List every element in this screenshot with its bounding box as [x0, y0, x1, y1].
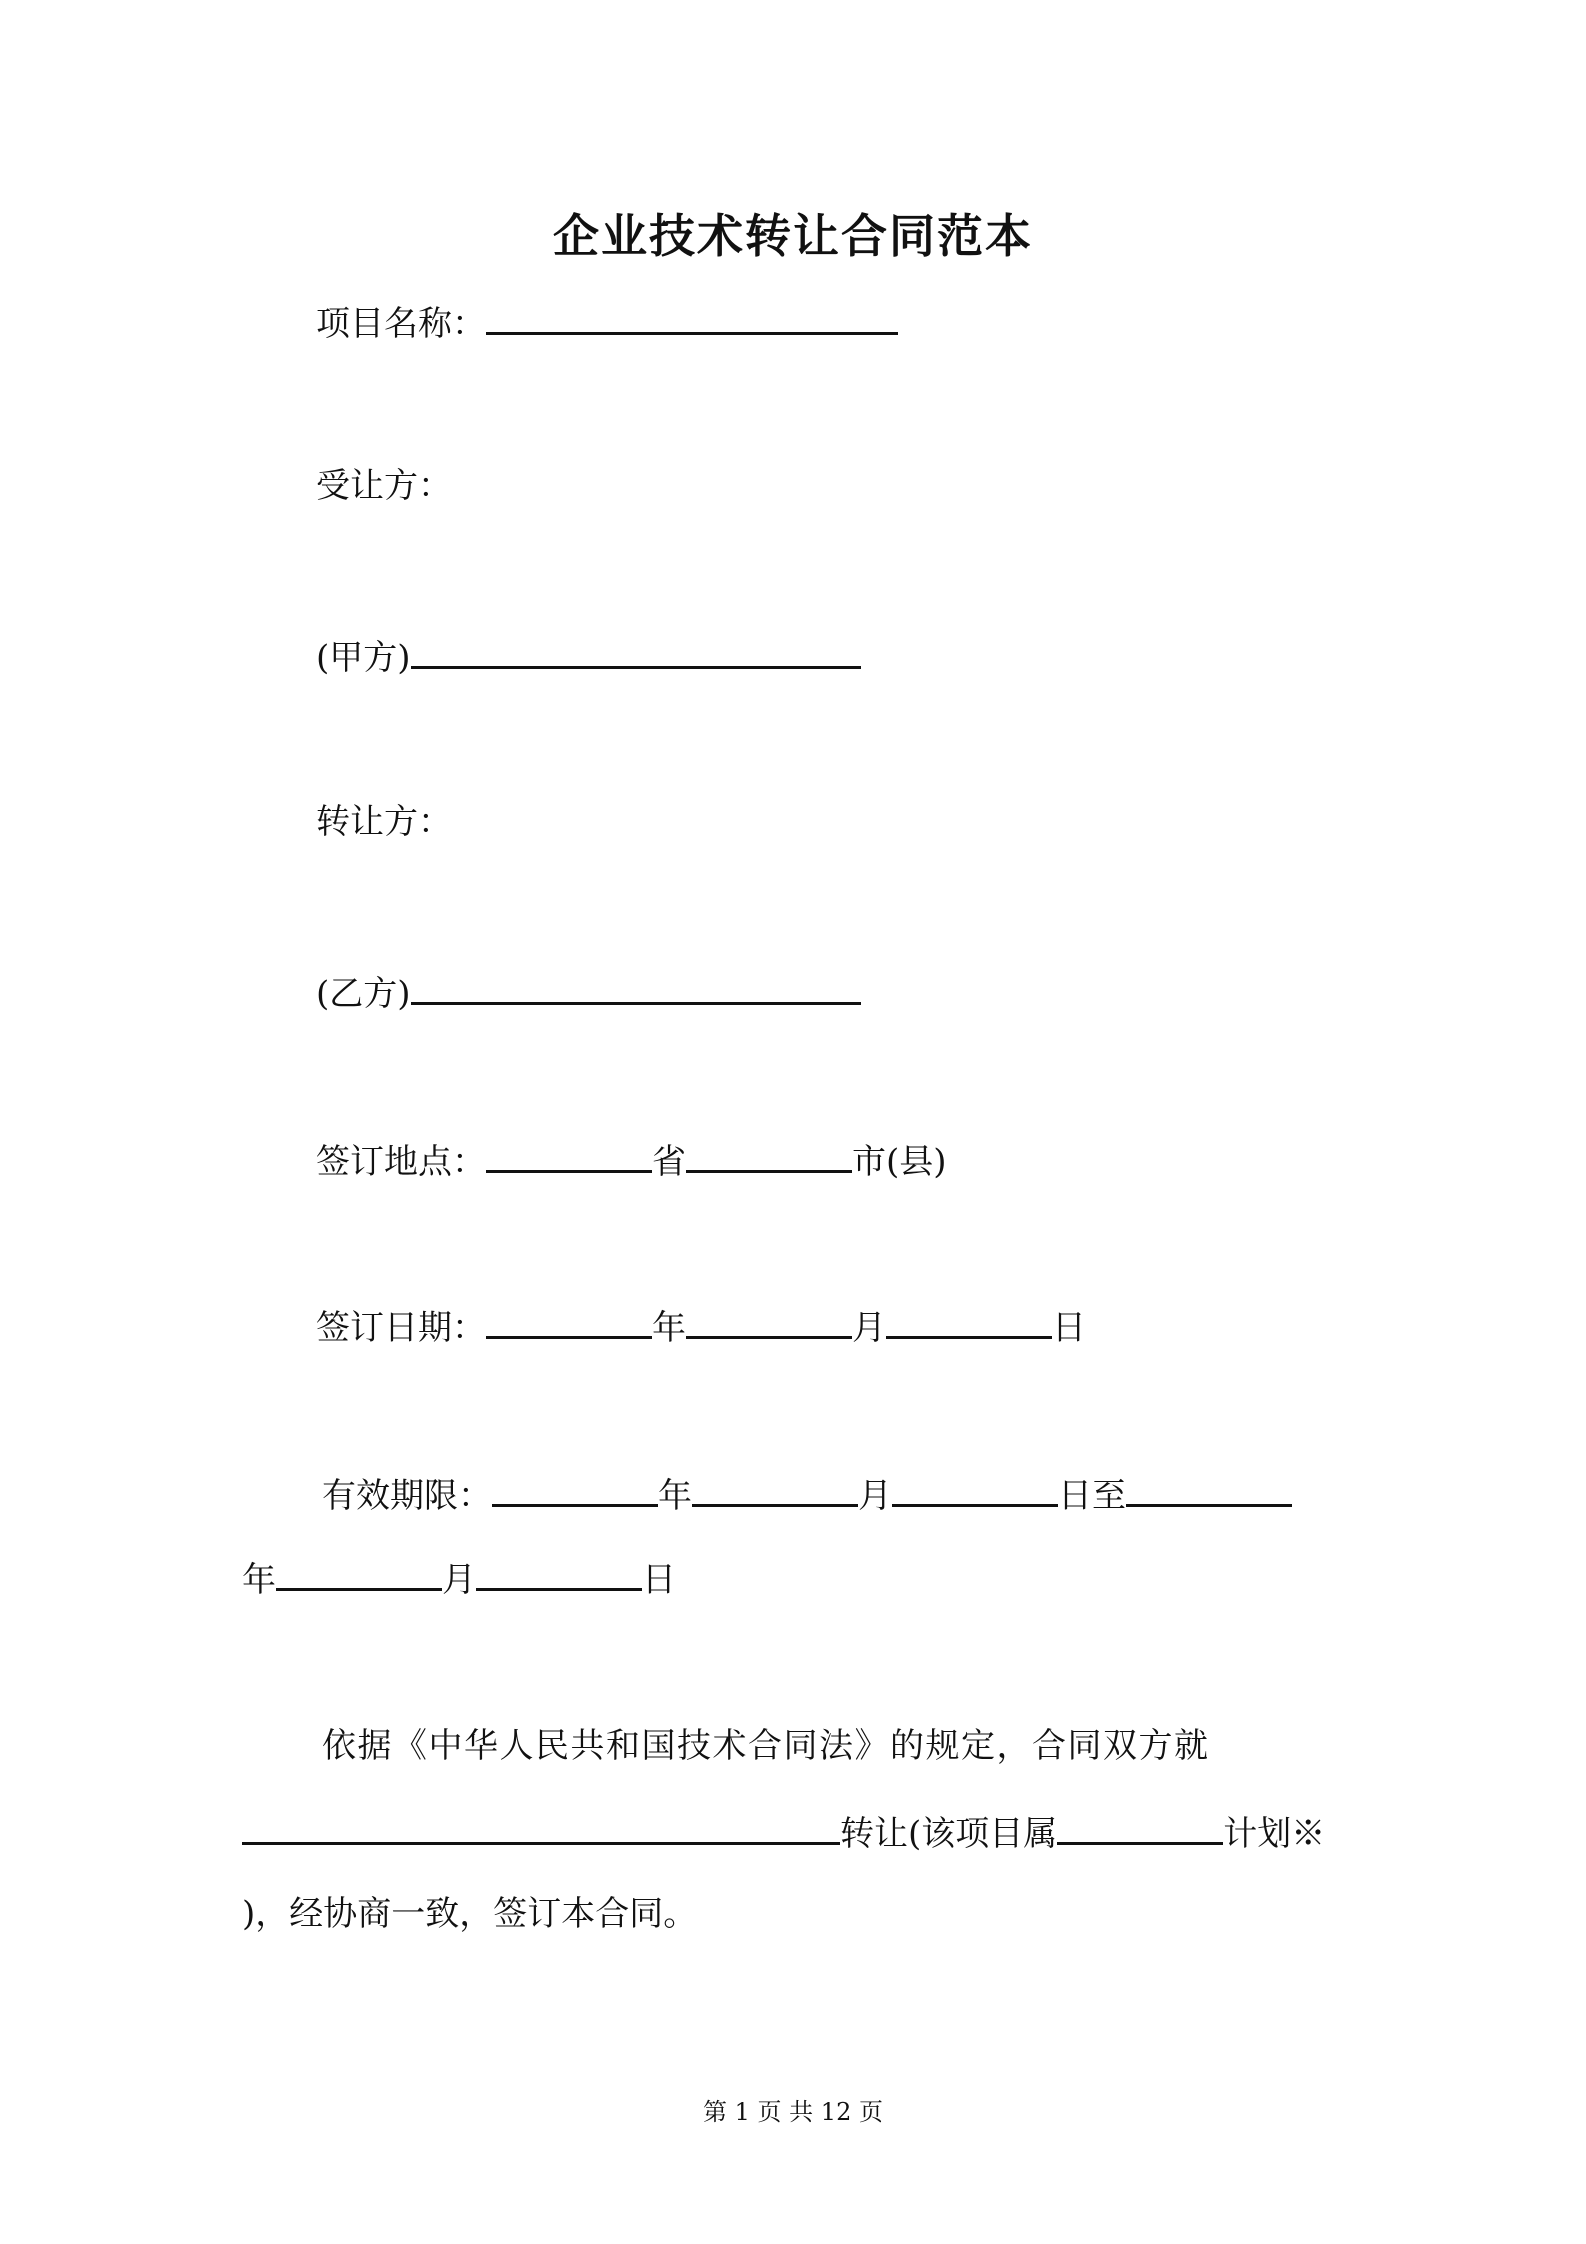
plan-blank — [1057, 1806, 1223, 1845]
party-a-label: (甲方) — [316, 638, 411, 678]
province-label: 省 — [652, 1142, 686, 1182]
preamble-line-3 — [242, 1890, 697, 1938]
preamble-line-2 — [242, 1806, 1325, 1858]
validity-line-2 — [242, 1552, 676, 1604]
valid-end-month-blank — [276, 1552, 442, 1591]
transferor-label: 转让方： — [316, 802, 452, 842]
valid-start-month-blank — [692, 1468, 858, 1507]
document-title: 企业技术转让合同范本 — [553, 209, 1033, 263]
sign-day-blank — [886, 1300, 1052, 1339]
valid-end-year-label: 年 — [242, 1560, 276, 1600]
party-a-blank — [411, 630, 861, 669]
transferor-line — [316, 798, 452, 846]
project-name-blank — [486, 296, 898, 335]
sign-year-label: 年 — [652, 1308, 686, 1348]
preamble-line-1 — [322, 1722, 1210, 1770]
party-b-blank — [411, 966, 861, 1005]
valid-end-year-blank — [1126, 1468, 1292, 1507]
validity-label: 有效期限： — [322, 1476, 492, 1516]
valid-start-day-blank — [892, 1468, 1058, 1507]
valid-start-year-label: 年 — [658, 1476, 692, 1516]
signing-date-line — [316, 1300, 1086, 1352]
preamble-text-4: )，经协商一致，签订本合同。 — [242, 1894, 698, 1934]
city-label: 市(县) — [852, 1142, 947, 1182]
validity-line-1 — [322, 1468, 1292, 1520]
valid-end-day-blank — [476, 1552, 642, 1591]
transferee-line — [316, 462, 452, 510]
sign-month-label: 月 — [852, 1308, 886, 1348]
city-blank — [686, 1134, 852, 1173]
project-name-line — [316, 296, 898, 348]
valid-day-to-label: 日至 — [1058, 1476, 1126, 1516]
valid-end-month-label: 月 — [442, 1560, 476, 1600]
signing-place-label: 签订地点： — [316, 1142, 486, 1182]
party-b-line — [316, 966, 861, 1018]
province-blank — [486, 1134, 652, 1173]
valid-start-year-blank — [492, 1468, 658, 1507]
party-b-label: (乙方) — [316, 974, 411, 1014]
valid-end-day-label: 日 — [642, 1560, 676, 1600]
transferee-label: 受让方： — [316, 466, 452, 506]
sign-day-label: 日 — [1052, 1308, 1086, 1348]
preamble-text-1: 依据《中华人民共和国技术合同法》的规定，合同双方就 — [322, 1726, 1210, 1766]
preamble-text-2: 转让(该项目属 — [840, 1814, 1058, 1854]
preamble-text-3: 计划※ — [1223, 1814, 1326, 1854]
sign-year-blank — [486, 1300, 652, 1339]
party-a-line — [316, 630, 861, 682]
subject-blank — [242, 1806, 840, 1845]
valid-start-month-label: 月 — [858, 1476, 892, 1516]
page-footer: 第 1 页 共 12 页 — [703, 2098, 883, 2126]
sign-month-blank — [686, 1300, 852, 1339]
signing-place-line — [316, 1134, 947, 1186]
signing-date-label: 签订日期： — [316, 1308, 486, 1348]
project-name-label: 项目名称： — [316, 304, 486, 344]
